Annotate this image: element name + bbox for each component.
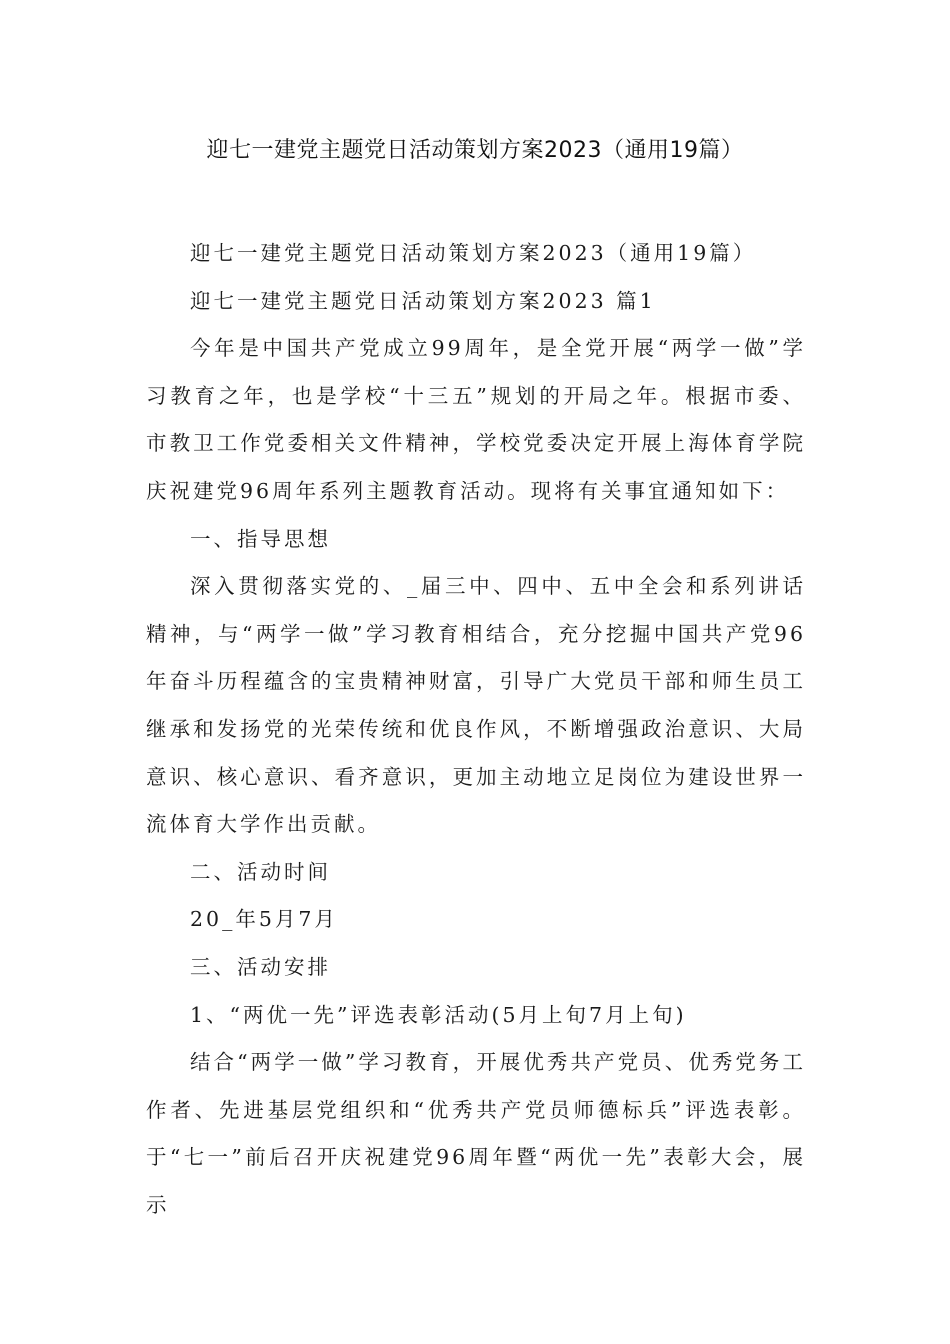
paragraph-section-heading: 迎七一建党主题党日活动策划方案2023 篇1 bbox=[190, 288, 656, 313]
paragraph-activity-time: 20_年5月7月 bbox=[190, 907, 338, 932]
heading-activity-time: 二、活动时间 bbox=[190, 859, 331, 884]
heading-award-activity: 1、“两优一先”评选表彰活动(5月上旬7月上旬) bbox=[190, 1002, 687, 1027]
paragraph-subtitle: 迎七一建党主题党日活动策划方案2023（通用19篇） bbox=[190, 241, 757, 265]
heading-activity-arrangement: 三、活动安排 bbox=[190, 954, 331, 979]
document-title: 迎七一建党主题党日活动策划方案2023（通用19篇） bbox=[206, 138, 744, 163]
document-body bbox=[146, 230, 806, 1229]
heading-guiding-ideology: 一、指导思想 bbox=[190, 526, 331, 551]
paragraph-intro: 今年是中国共产党成立99周年，是全党开展“两学一做”学习教育之年，也是学校“十三五”规划的开局之年。根据市委、市教卫工作党委相关文件精神，学校党委决定开展上海体育学院庆祝建党96周年系列主题教育活动。现将有关事宜通知如下： bbox=[146, 336, 806, 503]
paragraph-award-activity: 结合“两学一做”学习教育，开展优秀共产党员、优秀党务工作者、先进基层党组织和“优秀共产党员师德标兵”评选表彰。于“七一”前后召开庆祝建党96周年暨“两优一先”表彰大会，展示 bbox=[146, 1050, 806, 1217]
paragraph-guiding-ideology: 深入贯彻落实党的、_届三中、四中、五中全会和系列讲话精神，与“两学一做”学习教育相结合，充分挖掘中国共产党96年奋斗历程蕴含的宝贵精神财富，引导广大党员干部和师生员工继承和发扬党的光荣传统和优良作风，不断增强政治意识、大局意识、核心意识、看齐意识，更加主动地立足岗位为建设世界一流体育大学作出贡献。 bbox=[146, 574, 806, 837]
